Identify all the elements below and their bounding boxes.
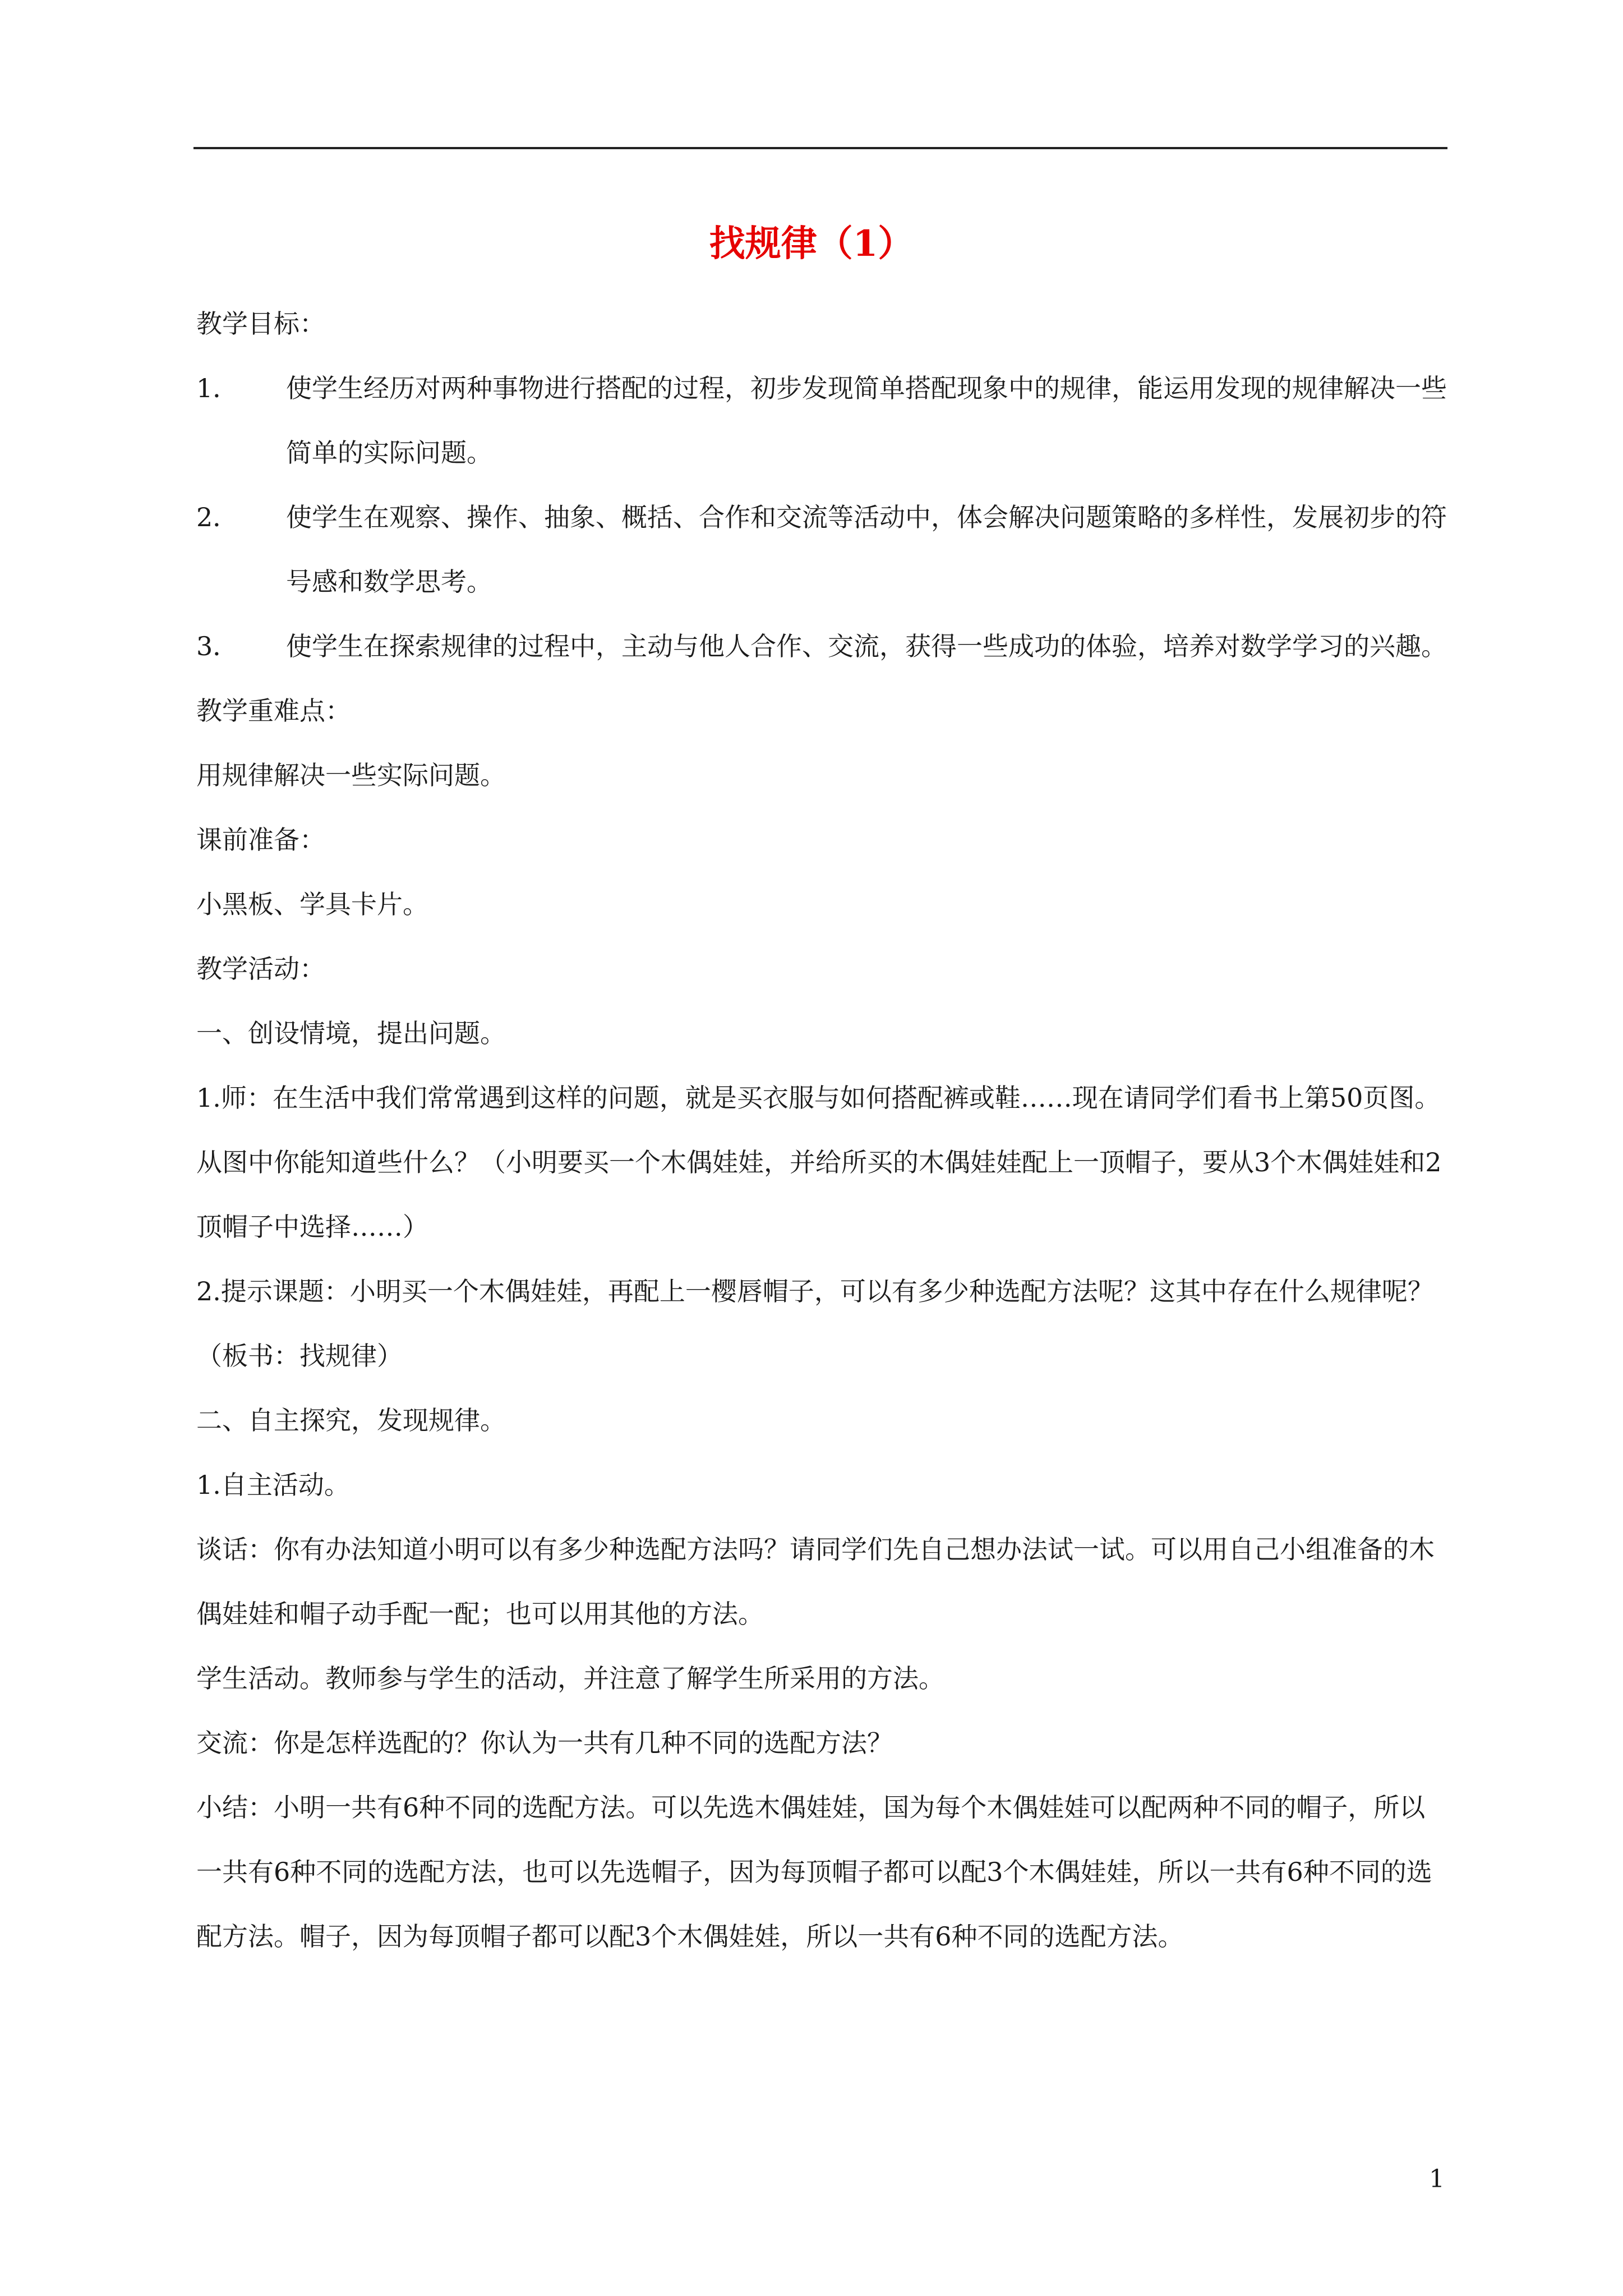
objective-item <box>196 614 1447 679</box>
student-activity-paragraph: 学生活动。教师参与学生的活动，并注意了解学生所采用的方法。 <box>196 1663 944 1694</box>
objectives-heading: 教学目标： <box>196 309 325 339</box>
objective-number: 2． <box>196 502 239 532</box>
objective-text: 使学生在观察、操作、抽象、概括、合作和交流等活动中，体会解决问题策略的多样性，发展初步的符号感和数学思考。 <box>286 502 1447 597</box>
objective-number: 1． <box>196 373 239 403</box>
part2-heading: 二、自主探究，发现规律。 <box>196 1405 506 1435</box>
objective-number: 3． <box>196 631 239 661</box>
part2-subheading: 1.自主活动。 <box>196 1470 350 1500</box>
header-rule <box>193 147 1447 149</box>
objective-item <box>196 356 1447 485</box>
part1-paragraph: 2.提示课题：小明买一个木偶娃娃，再配上一樱唇帽子，可以有多少种选配方法呢？这其中存在什么规律呢？（板书：找规律） <box>196 1276 1433 1371</box>
objective-item <box>196 485 1447 614</box>
part1-heading: 一、创设情境，提出问题。 <box>196 1018 506 1048</box>
exchange-paragraph: 交流：你是怎样选配的？你认为一共有几种不同的选配方法？ <box>196 1728 893 1758</box>
key-points-text: 用规律解决一些实际问题。 <box>196 760 506 790</box>
key-points-heading: 教学重难点： <box>196 696 351 726</box>
activities-heading: 教学活动： <box>196 954 325 984</box>
talk-paragraph: 谈话：你有办法知道小明可以有多少种选配方法吗？请同学们先自己想办法试一试。可以用自己小组准备的木偶娃娃和帽子动手配一配；也可以用其他的方法。 <box>196 1534 1435 1629</box>
summary-paragraph: 小结：小明一共有6种不同的选配方法。可以先选木偶娃娃，国为每个木偶娃娃可以配两种不同的帽子，所以一共有6种不同的选配方法，也可以先选帽子，因为每顶帽子都可以配3个木偶娃娃，所以一共有6种不同的选配方法。帽子，因为每顶帽子都可以配3个木偶娃娃，所以一共有6种不同的选配方法。 <box>196 1792 1432 1952</box>
preparation-text: 小黑板、学具卡片。 <box>196 889 428 919</box>
part1-paragraph: 1.师：在生活中我们常常遇到这样的问题，就是买衣服与如何搭配裤或鞋……现在请同学们看书上第50页图。从图中你能知道些什么？（小明要买一个木偶娃娃，并给所买的木偶娃娃配上一顶帽子，要从3个木偶娃娃和2顶帽子中选择……） <box>196 1083 1442 1242</box>
document-title: 找规律（1） <box>709 223 914 265</box>
objective-text: 使学生经历对两种事物进行搭配的过程，初步发现简单搭配现象中的规律，能运用发现的规律解决一些简单的实际问题。 <box>286 373 1447 468</box>
page-number: 1 <box>1429 2165 1445 2193</box>
document-body <box>196 292 1447 1969</box>
preparation-heading: 课前准备： <box>196 825 325 855</box>
objective-text: 使学生在探索规律的过程中，主动与他人合作、交流，获得一些成功的体验，培养对数学学习的兴趣。 <box>286 631 1447 661</box>
